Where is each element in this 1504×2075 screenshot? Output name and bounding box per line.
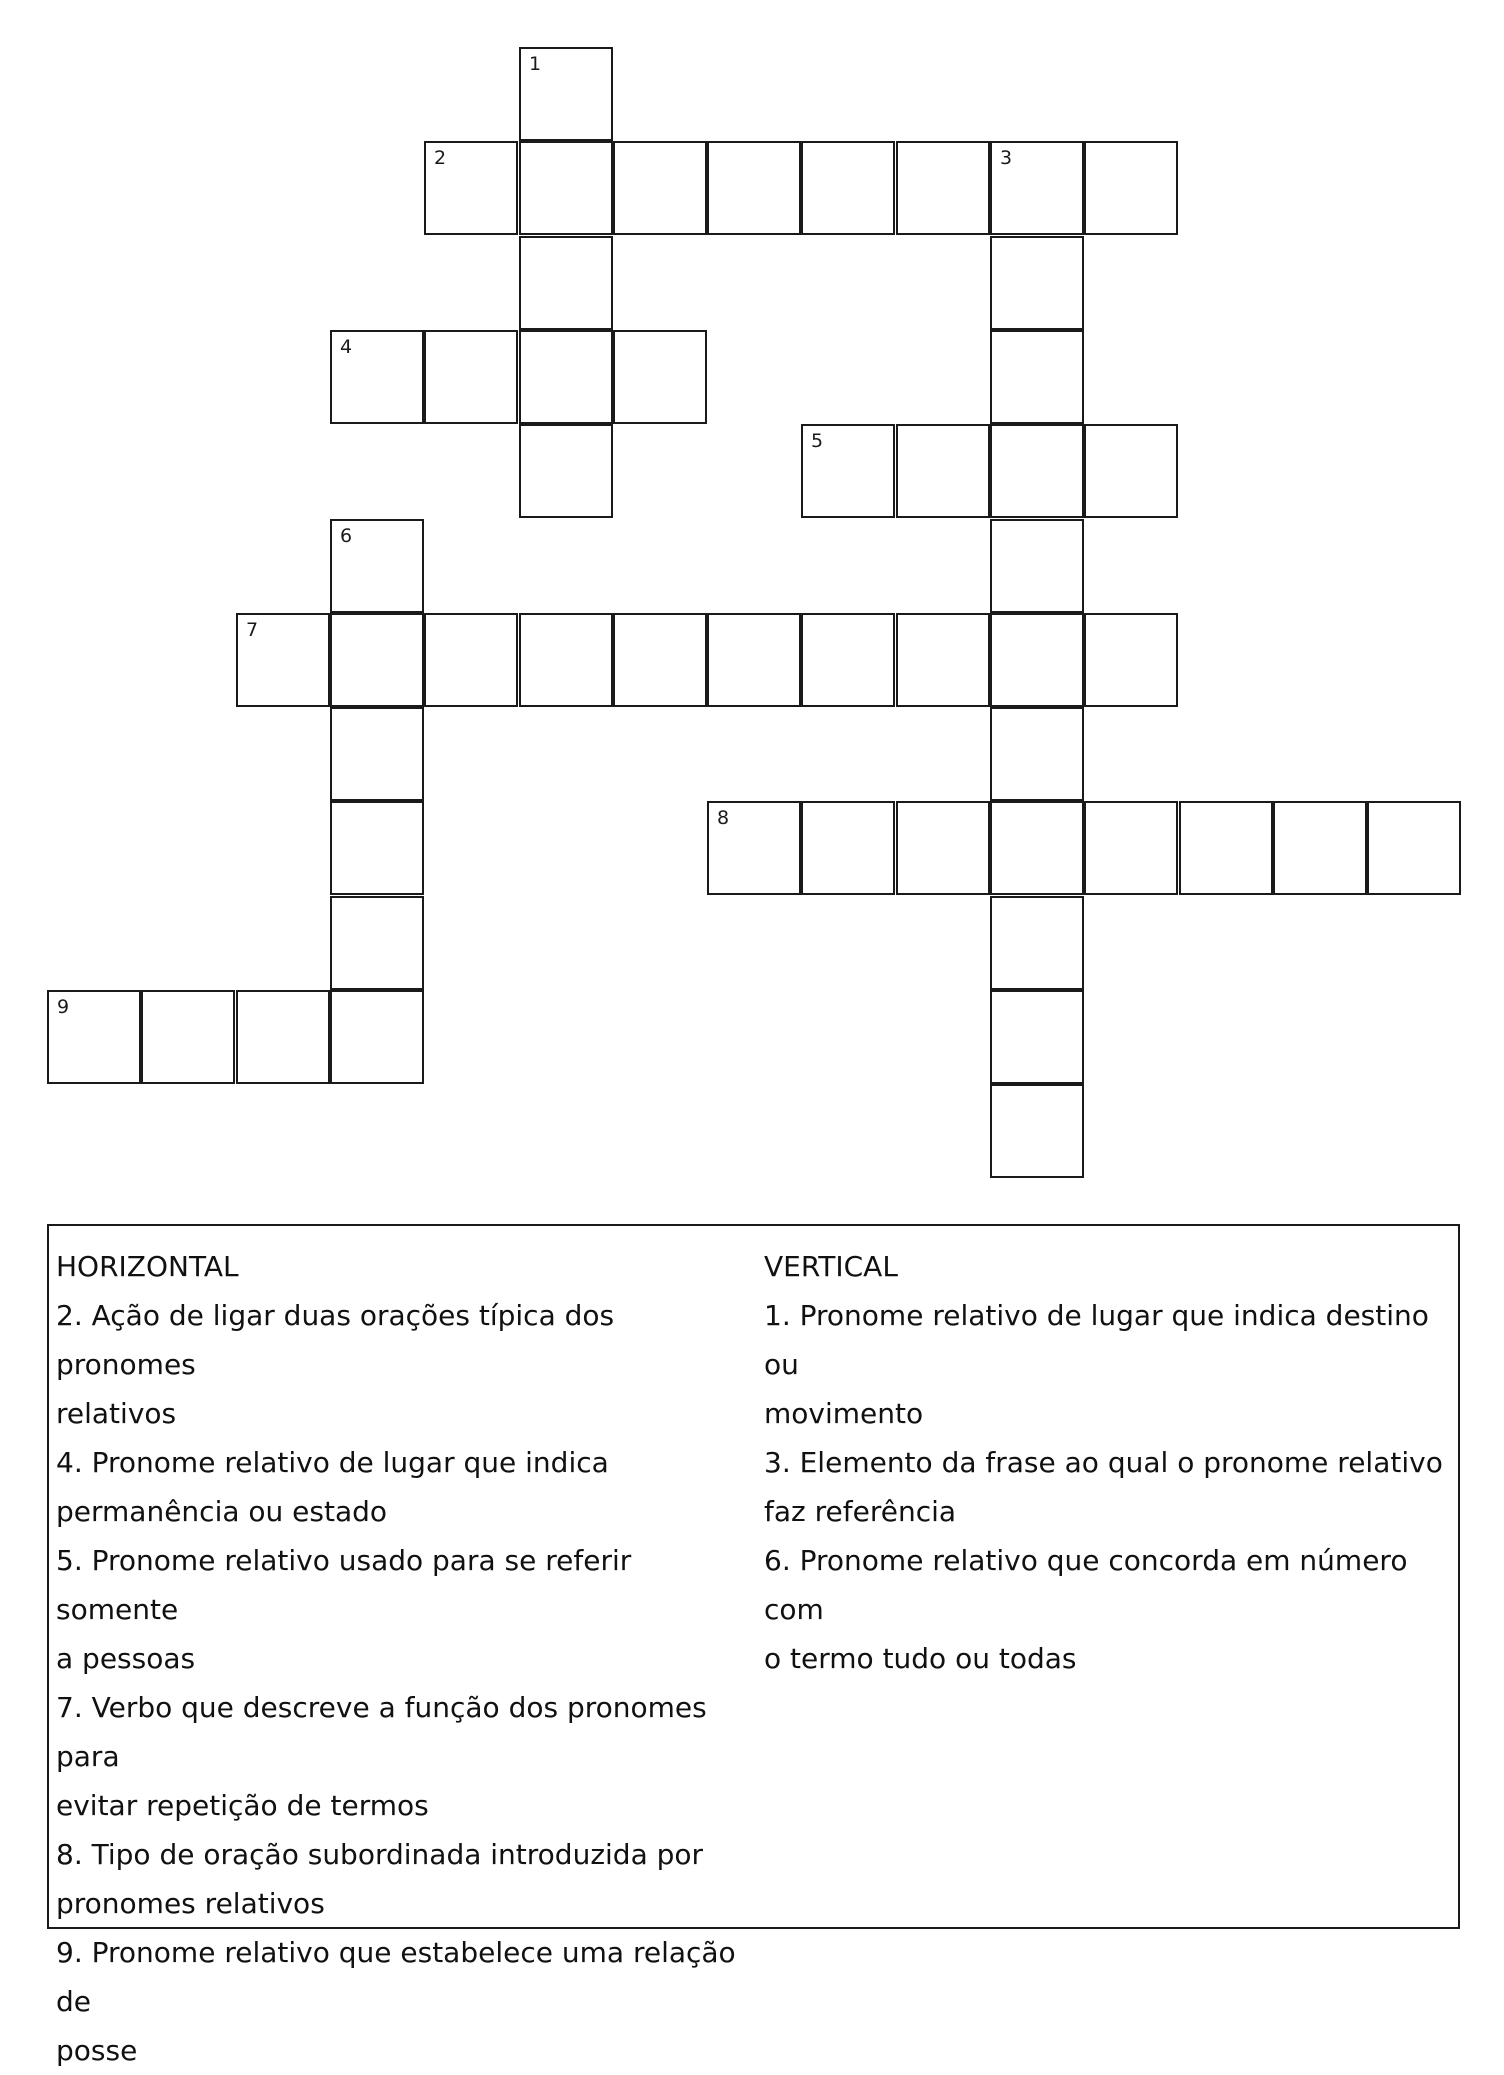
crossword-cell[interactable] xyxy=(613,330,707,424)
vertical-heading: VERTICAL xyxy=(764,1250,898,1283)
crossword-cell-3[interactable] xyxy=(990,141,1084,235)
crossword-cell-1[interactable] xyxy=(519,47,613,141)
crossword-cell[interactable] xyxy=(1367,801,1461,895)
crossword-cell-4[interactable] xyxy=(330,330,424,424)
crossword-cell-5[interactable] xyxy=(801,424,895,518)
clue-vertical-1: 1. Pronome relativo de lugar que indica destino ou xyxy=(764,1299,1429,1381)
crossword-cell[interactable] xyxy=(990,519,1084,613)
crossword-cell[interactable] xyxy=(424,613,518,707)
horizontal-heading: HORIZONTAL xyxy=(56,1250,239,1283)
crossword-cell[interactable] xyxy=(330,707,424,801)
clue-number: 7 xyxy=(246,619,259,641)
clue-horizontal-9: 9. Pronome relativo que estabelece uma relação de xyxy=(56,1936,736,2018)
clue-number: 6 xyxy=(340,525,353,547)
clue-horizontal-4: 4. Pronome relativo de lugar que indica xyxy=(56,1446,609,1479)
crossword-cell[interactable] xyxy=(896,141,990,235)
crossword-cell[interactable] xyxy=(801,613,895,707)
crossword-cell-9[interactable] xyxy=(47,990,141,1084)
horizontal-clues xyxy=(56,1242,746,2075)
clue-number: 2 xyxy=(434,147,447,169)
crossword-cell[interactable] xyxy=(330,896,424,990)
clue-horizontal-7-cont: evitar repetição de termos xyxy=(56,1789,429,1822)
clues-box xyxy=(47,1224,1460,2067)
crossword-cell[interactable] xyxy=(1084,141,1178,235)
crossword-cell[interactable] xyxy=(707,613,801,707)
crossword-cell[interactable] xyxy=(707,141,801,235)
clue-horizontal-4-cont: permanência ou estado xyxy=(56,1495,388,1528)
clue-number: 9 xyxy=(57,996,70,1018)
crossword-cell[interactable] xyxy=(519,141,613,235)
crossword-cell[interactable] xyxy=(1273,801,1367,895)
crossword-cell[interactable] xyxy=(330,801,424,895)
clue-horizontal-2: 2. Ação de ligar duas orações típica dos pronomes xyxy=(56,1299,615,1381)
crossword-cell[interactable] xyxy=(519,424,613,518)
crossword-cell[interactable] xyxy=(424,330,518,424)
clue-horizontal-8-cont: pronomes relativos xyxy=(56,1887,325,1920)
clue-vertical-3-cont: faz referência xyxy=(764,1495,957,1528)
clue-number: 8 xyxy=(717,807,730,829)
crossword-cell-6[interactable] xyxy=(330,519,424,613)
crossword-cell[interactable] xyxy=(330,613,424,707)
crossword-cell[interactable] xyxy=(990,990,1084,1084)
clue-number: 1 xyxy=(529,53,542,75)
crossword-cell[interactable] xyxy=(801,141,895,235)
crossword-cell[interactable] xyxy=(990,613,1084,707)
crossword-cell[interactable] xyxy=(990,330,1084,424)
crossword-cell[interactable] xyxy=(1084,613,1178,707)
crossword-cell-2[interactable] xyxy=(424,141,518,235)
crossword-cell[interactable] xyxy=(896,613,990,707)
crossword-cell[interactable] xyxy=(990,707,1084,801)
clue-number: 3 xyxy=(1000,147,1013,169)
clue-number: 4 xyxy=(340,336,353,358)
crossword-cell[interactable] xyxy=(236,990,330,1084)
crossword-cell[interactable] xyxy=(519,330,613,424)
clue-horizontal-5-cont: a pessoas xyxy=(56,1642,196,1675)
clue-number: 5 xyxy=(811,430,824,452)
crossword-cell[interactable] xyxy=(990,801,1084,895)
crossword-cell[interactable] xyxy=(1084,801,1178,895)
crossword-cell-7[interactable] xyxy=(236,613,330,707)
crossword-cell[interactable] xyxy=(141,990,235,1084)
clue-vertical-6: 6. Pronome relativo que concorda em número com xyxy=(764,1544,1408,1626)
crossword-cell-8[interactable] xyxy=(707,801,801,895)
crossword-cell[interactable] xyxy=(896,424,990,518)
crossword-cell[interactable] xyxy=(1084,424,1178,518)
clue-horizontal-8: 8. Tipo de oração subordinada introduzida por xyxy=(56,1838,704,1871)
crossword-cell[interactable] xyxy=(613,613,707,707)
clue-horizontal-2-cont: relativos xyxy=(56,1397,177,1430)
crossword-cell[interactable] xyxy=(990,896,1084,990)
clue-vertical-1-cont: movimento xyxy=(764,1397,924,1430)
crossword-cell[interactable] xyxy=(330,990,424,1084)
crossword-cell[interactable] xyxy=(990,424,1084,518)
clue-vertical-6-cont: o termo tudo ou todas xyxy=(764,1642,1077,1675)
crossword-cell[interactable] xyxy=(1179,801,1273,895)
vertical-clues xyxy=(764,1242,1454,1683)
crossword-cell[interactable] xyxy=(801,801,895,895)
clue-horizontal-5: 5. Pronome relativo usado para se referir somente xyxy=(56,1544,632,1626)
crossword-cell[interactable] xyxy=(613,141,707,235)
crossword-cell[interactable] xyxy=(896,801,990,895)
clue-horizontal-9-cont: posse xyxy=(56,2034,138,2067)
crossword-cell[interactable] xyxy=(990,236,1084,330)
crossword-cell[interactable] xyxy=(519,613,613,707)
clue-vertical-3: 3. Elemento da frase ao qual o pronome relativo xyxy=(764,1446,1443,1479)
clue-horizontal-7: 7. Verbo que descreve a função dos pronomes para xyxy=(56,1691,707,1773)
crossword-cell[interactable] xyxy=(990,1084,1084,1178)
crossword-cell[interactable] xyxy=(519,236,613,330)
